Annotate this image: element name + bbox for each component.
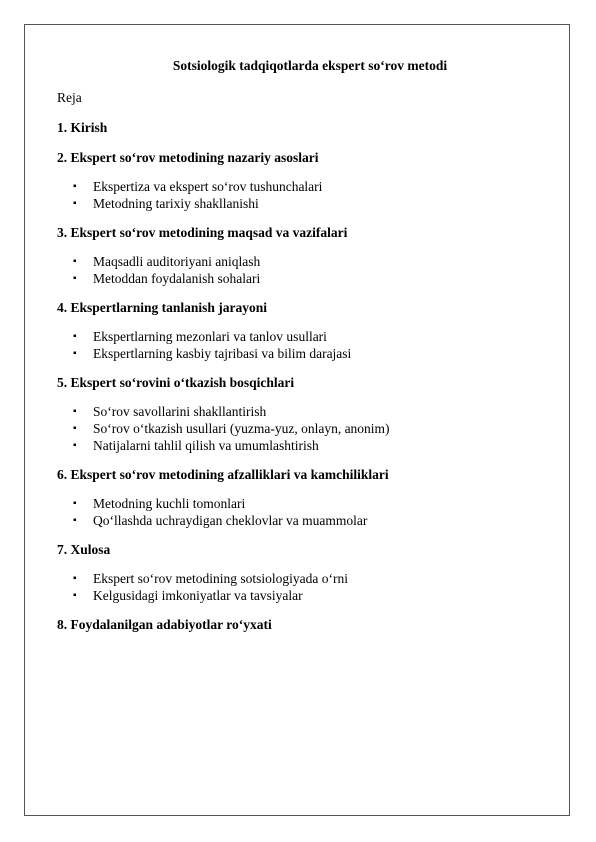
square-bullet-icon: ▪ <box>73 515 77 526</box>
bullet-list-item <box>57 587 537 604</box>
bullet-item-text: Kelgusidagi imkoniyatlar va tavsiyalar <box>93 588 303 603</box>
plan-section <box>57 224 537 287</box>
bullet-item-text: Maqsadli auditoriyani aniqlash <box>93 254 261 269</box>
bullet-item-text: Metodning tarixiy shakllanishi <box>93 196 259 211</box>
plan-section <box>57 466 537 529</box>
bullet-list <box>57 495 537 529</box>
bullet-item-text: Ekspertlarning mezonlari va tanlov usullari <box>93 329 327 344</box>
bullet-list-item <box>57 253 537 270</box>
square-bullet-icon: ▪ <box>73 406 77 417</box>
bullet-item-text: Ekspert so‘rov metodining sotsiologiyada o‘rni <box>93 571 348 586</box>
bullet-item-text: Metodning kuchli tomonlari <box>93 496 246 511</box>
square-bullet-icon: ▪ <box>73 498 77 509</box>
square-bullet-icon: ▪ <box>73 198 77 209</box>
bullet-item-text: So‘rov savollarini shakllantirish <box>93 404 267 419</box>
bullet-list-item <box>57 570 537 587</box>
bullet-item-text: Natijalarni tahlil qilish va umumlashtirish <box>93 438 319 453</box>
square-bullet-icon: ▪ <box>73 273 77 284</box>
plan-section <box>57 541 537 604</box>
document-title: Sotsiologik tadqiqotlarda ekspert so‘rov metodi <box>172 58 448 73</box>
square-bullet-icon: ▪ <box>73 440 77 451</box>
bullet-list-item <box>57 178 537 195</box>
section-heading: 2. Ekspert so‘rov metodining nazariy asoslari <box>57 150 319 165</box>
bullet-list-item <box>57 420 537 437</box>
bullet-list-item <box>57 345 537 362</box>
bullet-list <box>57 178 537 212</box>
bullet-list-item <box>57 512 537 529</box>
bullet-list-item <box>57 403 537 420</box>
square-bullet-icon: ▪ <box>73 181 77 192</box>
plan-section <box>57 119 537 137</box>
bullet-item-text: Ekspertiza va ekspert so‘rov tushunchalari <box>93 179 323 194</box>
bullet-list-item <box>57 328 537 345</box>
section-heading: 4. Ekspertlarning tanlanish jarayoni <box>57 300 268 315</box>
bullet-item-text: Metoddan foydalanish sohalari <box>93 271 261 286</box>
bullet-list <box>57 253 537 287</box>
section-heading: 7. Xulosa <box>57 542 111 557</box>
bullet-item-text: Qo‘llashda uchraydigan cheklovlar va muammolar <box>93 513 368 528</box>
bullet-list-item <box>57 495 537 512</box>
document-body <box>57 57 537 646</box>
section-heading: 1. Kirish <box>57 120 108 135</box>
section-heading: 8. Foydalanilgan adabiyotlar ro‘yxati <box>57 617 272 632</box>
square-bullet-icon: ▪ <box>73 331 77 342</box>
bullet-list-item <box>57 270 537 287</box>
bullet-list-item <box>57 437 537 454</box>
bullet-list <box>57 570 537 604</box>
bullet-item-text: Ekspertlarning kasbiy tajribasi va bilim darajasi <box>93 346 352 361</box>
square-bullet-icon: ▪ <box>73 348 77 359</box>
square-bullet-icon: ▪ <box>73 573 77 584</box>
plan-section <box>57 616 537 634</box>
bullet-list <box>57 328 537 362</box>
plan-label: Reja <box>57 90 82 105</box>
bullet-list <box>57 403 537 454</box>
plan-section <box>57 299 537 362</box>
bullet-item-text: So‘rov o‘tkazish usullari (yuzma-yuz, onlayn, anonim) <box>93 421 390 436</box>
plan-sections <box>57 119 537 634</box>
square-bullet-icon: ▪ <box>73 423 77 434</box>
square-bullet-icon: ▪ <box>73 256 77 267</box>
plan-section <box>57 374 537 454</box>
bullet-list-item <box>57 195 537 212</box>
section-heading: 3. Ekspert so‘rov metodining maqsad va vazifalari <box>57 225 348 240</box>
plan-section <box>57 149 537 212</box>
section-heading: 6. Ekspert so‘rov metodining afzalliklari va kamchiliklari <box>57 467 389 482</box>
section-heading: 5. Ekspert so‘rovini o‘tkazish bosqichlari <box>57 375 295 390</box>
square-bullet-icon: ▪ <box>73 590 77 601</box>
